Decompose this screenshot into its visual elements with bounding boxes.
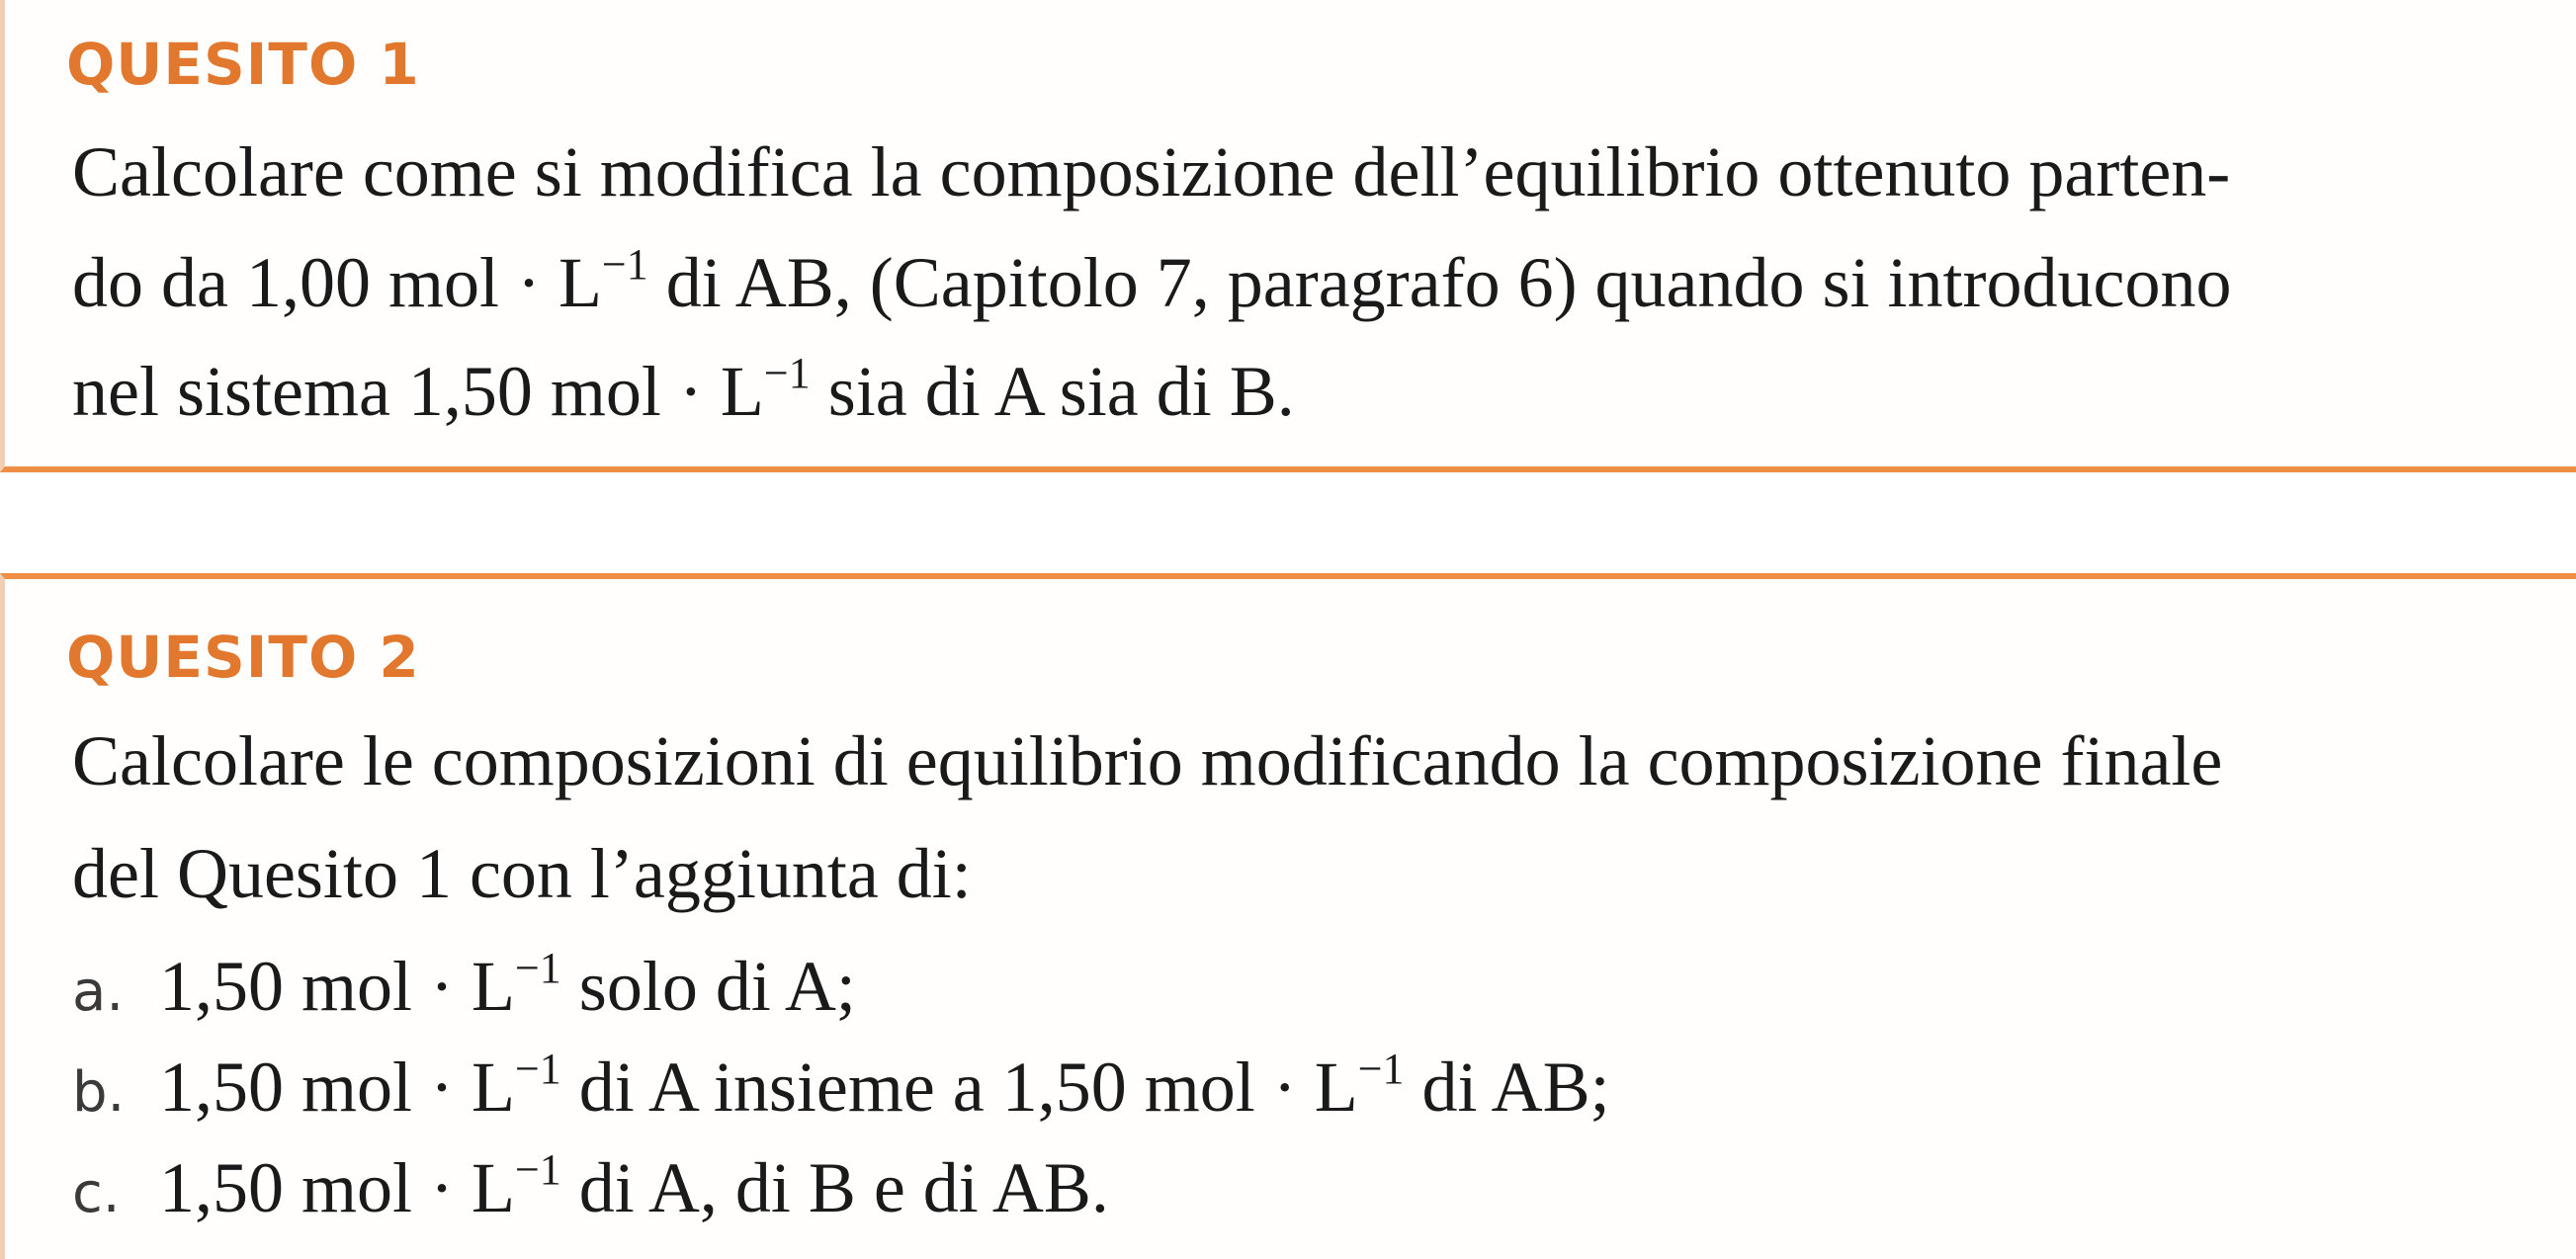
quesito-2-line-2: del Quesito 1 con l’aggiunta di:: [72, 834, 972, 913]
quesito-2-title: QUESITO 2: [66, 624, 420, 691]
quesito-1-line-3: nel sistema 1,50 mol · $L^{-1}$ sia di A sia di B.: [72, 349, 1295, 431]
quesito-2-line-1: Calcolare le composizioni di equilibrio modificando la composizione finale: [72, 721, 2223, 800]
list-item-c: c. 1,50 mol · $L^{-1}$ di A, di B e di AB.: [72, 1145, 1109, 1227]
quesito-1-line-1: Calcolare come si modifica la composizione dell’equilibrio ottenuto parten-: [72, 132, 2231, 211]
quesito-1-box: [0, 0, 2576, 472]
list-item-a: a. 1,50 mol · $L^{-1}$ solo di A;: [72, 944, 856, 1026]
quesito-2-box: [0, 573, 2576, 1259]
list-item-b: b. 1,50 mol · $L^{-1}$ di A insieme a 1,50 mol · $L^{-1}$ di AB;: [72, 1045, 1610, 1127]
list-marker: a.: [72, 960, 125, 1024]
quesito-1-line-2: do da 1,00 mol · $L^{-1}$ di AB, (Capitolo 7, paragrafo 6) quando si introducono: [72, 240, 2232, 322]
list-marker: c.: [72, 1161, 121, 1225]
list-marker: b.: [72, 1060, 126, 1125]
quesito-1-title: QUESITO 1: [66, 31, 420, 98]
